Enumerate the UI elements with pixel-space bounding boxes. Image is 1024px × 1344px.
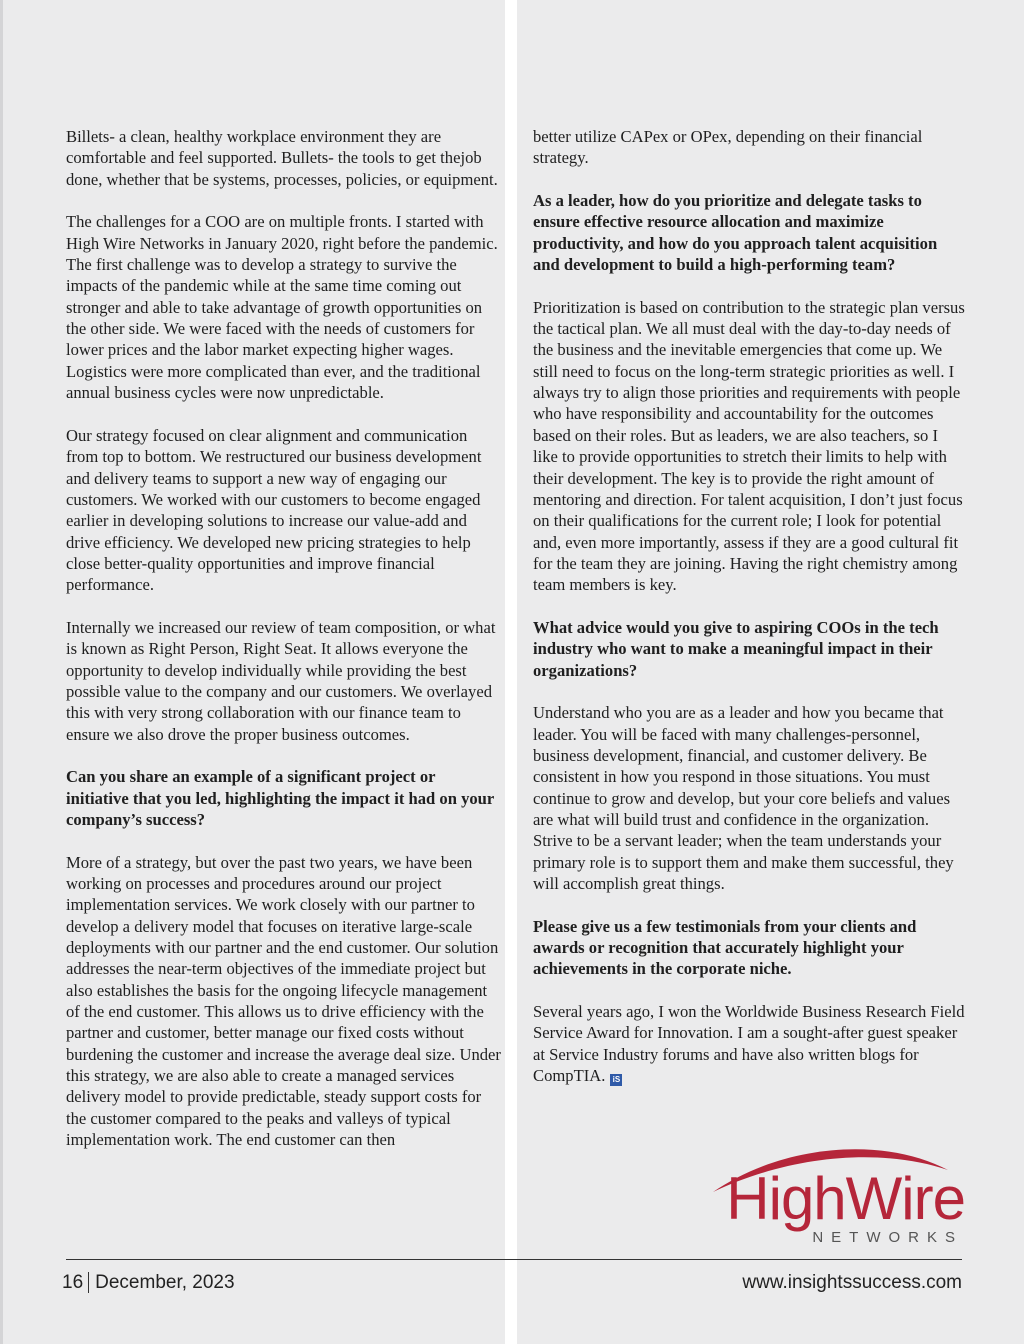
highwire-networks-logo: [693, 1166, 965, 1251]
logo-wordmark: HighWire: [726, 1165, 965, 1232]
right-column: [533, 126, 965, 1086]
paragraph: The challenges for a COO are on multiple fronts. I started with High Wire Networks in January 2020, right before the pandemic. The first challenge was to develop a strategy to survive the impacts of the pandemic while at the same time coming out stronger and able to take advantage of growth opportunities on the other side. We were faced with the needs of customers for lower prices and the labor market expecting higher wages. Logistics were more complicated than ever, and the traditional annual business cycles were now unpredictable.: [66, 212, 498, 403]
paragraph: Prioritization is based on contribution to the strategic plan versus the tactical plan. We all must deal with the day-to-day needs of the business and the inevitable emergencies that come up. We still need to focus on the long-term strategic priorities as well. I always try to align those priorities and requirements with people who have responsibility and accountability for the outcomes based on their roles. But as leaders, we are also teachers, so I like to provide opportunities to stretch their limits to help with their development. The key is to provide the right amount of mentoring and direction. For talent acquisition, I don’t just focus on their qualifications for the current role; I look for potential and, even more importantly, assess if they are a good cultural fit for the team they are joining. Having the right chemistry among team members is key.: [533, 297, 965, 595]
interview-question: Please give us a few testimonials from your clients and awards or recognition that accurately highlight your achievements in the corporate niche.: [533, 916, 917, 979]
end-of-article-icon: iS: [610, 1074, 622, 1086]
interview-question: What advice would you give to aspiring COOs in the tech industry who want to make a meaningful impact in their organizations?: [533, 617, 939, 680]
paragraph: Understand who you are as a leader and how you became that leader. You will be faced with many challenges-personnel, business development, financial, and customer delivery. Be consistent in how you respond in those situations. You must continue to grow and develop, but your core beliefs and values are what will build trust and confidence in the organization. Strive to be a servant leader; when the team understands your primary role is to support them and make them successful, they will accomplish great things.: [533, 703, 954, 894]
footer-divider: [66, 1259, 962, 1260]
issue-date: December, 2023: [95, 1272, 235, 1293]
column-gutter: [505, 0, 517, 1344]
left-edge-bar: [0, 0, 3, 1344]
interview-question: Can you share an example of a significant project or initiative that you led, highlighting the impact it had on your company’s success?: [66, 767, 494, 829]
interview-question: As a leader, how do you prioritize and delegate tasks to ensure effective resource allocation and maximize productivity, and how do you approach talent acquisition and development to build a high-performing team?: [533, 191, 938, 275]
left-column: [66, 126, 502, 1151]
paragraph: Internally we increased our review of team composition, or what is known as Right Person, Right Seat. It allows everyone the opportunity to develop individually while providing the best possible value to the company and our customers. We overlayed this with very strong collaboration with our finance team to ensure we also drove the proper business outcomes.: [66, 617, 496, 744]
paragraph: Billets- a clean, healthy workplace environment they are comfortable and feel supported. Bullets- the tools to get thejob done, whether that be systems, processes, policies, or equipment.: [66, 127, 498, 189]
closing-paragraph-text: Several years ago, I won the Worldwide Business Research Field Service Award for Innovation. I am a sought-after guest speaker at Service Industry forums and have also written blogs for CompTIA.: [533, 1002, 965, 1086]
page-number: 16: [62, 1272, 89, 1293]
footer-left: [62, 1270, 235, 1296]
paragraph: More of a strategy, but over the past two years, we have been working on processes and procedures around our project implementation services. We work closely with our partner to develop a delivery model that focuses on iterative large-scale deployments with our partner and the end customer. Our solution addresses the near-term objectives of the immediate project but also establishes the basis for the ongoing lifecycle management of the end customer. This allows us to drive efficiency with the partner and customer, better manage our fixed costs without burdening the customer and increase the average deal size. Under this strategy, we are also able to create a managed services delivery model to provide predictable, steady support costs for the customer compared to the peaks and valleys of typical implementation work. The end customer can then: [66, 852, 501, 1150]
footer-website-link[interactable]: www.insightssuccess.com: [742, 1272, 962, 1293]
paragraph: Our strategy focused on clear alignment and communication from top to bottom. We restructured our business development and delivery teams to support a new way of engaging our customers. We worked with our customers to become engaged earlier in developing solutions to increase our value-add and drive efficiency. We developed new pricing strategies to help close better-quality opportunities and improve financial performance.: [66, 425, 482, 595]
logo-subtitle: NETWORKS: [812, 1229, 963, 1246]
paragraph: better utilize CAPex or OPex, depending on their financial strategy.: [533, 127, 923, 168]
paragraph: [533, 1001, 965, 1086]
